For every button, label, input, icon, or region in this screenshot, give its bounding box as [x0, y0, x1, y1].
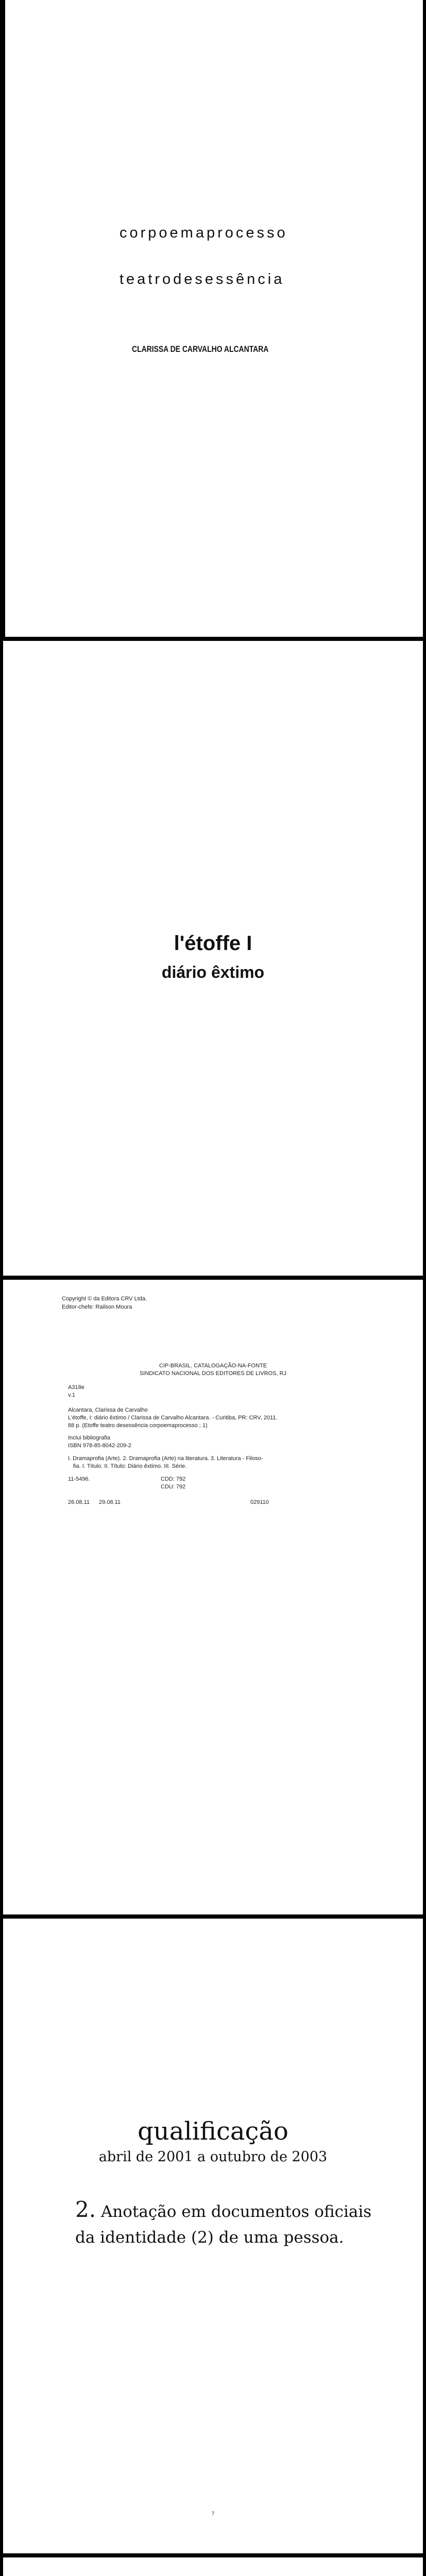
book-subtitle: diário êxtimo: [161, 963, 265, 981]
series-title-line-2: teatrodesessência: [120, 271, 285, 287]
entry-number: 2.: [75, 2197, 96, 2222]
subjects-line-1: I. Dramaprofia (Arte). 2. Dramaprofia (Arte) na literatura. 3. Literatura - Filoso-: [68, 1455, 263, 1462]
section-date-range: abril de 2001 a outubro de 2003: [98, 2149, 328, 2165]
entry-author: Alcantara, Clarissa de Carvalho: [68, 1407, 148, 1413]
record-code: 029110: [250, 1499, 269, 1505]
page-5-metadata: [0, 2555, 426, 2576]
author-name: CLARISSA DE CARVALHO ALCANTARA: [132, 344, 269, 354]
section-title: qualificação: [138, 2117, 288, 2146]
call-number-1: A318e: [68, 1384, 84, 1391]
page-4-qualificacao: [0, 1917, 426, 2555]
entry-text: [75, 2197, 395, 2250]
catalog-number: 11-5496.: [68, 1476, 90, 1482]
isbn: ISBN 978-85-8042-209-2: [68, 1443, 131, 1449]
call-number-2: v.1: [68, 1392, 75, 1398]
series-title-line-1: corpoemaprocesso: [120, 225, 288, 241]
entry-line-2: da identidade (2) de uma pessoa.: [75, 2228, 344, 2247]
cip-header-2: SINDICATO NACIONAL DOS EDITORES DE LIVROS, RJ: [139, 1370, 287, 1377]
entry-line-1: Anotação em documentos oficiais: [100, 2202, 372, 2221]
page-3-copyright: [0, 1278, 426, 1917]
entry-title: L'étoffe, I: diário êxtimo / Clarissa de Carvalho Alcantara. - Curitiba, PR: CRV, 2011.: [68, 1415, 278, 1421]
copyright-line: Copyright © da Editora CRV Ltda.: [62, 1296, 147, 1302]
entry-pages: 88 p. (Etoffe teatro desessência corpoemaprocesso ; 1): [68, 1422, 208, 1429]
page-1-half-title: [0, 0, 426, 639]
date-1: 26.08.11: [68, 1499, 90, 1505]
date-2: 29.08.11: [99, 1499, 121, 1505]
page-2-title: [0, 639, 426, 1278]
cip-header-1: CIP-BRASIL. CATALOGAÇÃO-NA-FONTE: [159, 1363, 267, 1369]
page-folio: 7: [211, 2511, 215, 2517]
book-title: l'étoffe I: [174, 932, 252, 955]
editor-line: Editor-chefe: Railson Moura: [62, 1304, 132, 1310]
cdd: CDD: 792: [161, 1476, 186, 1482]
subjects-line-2: fia. I. Título. II. Título: Diário êxtimo. III. Série.: [73, 1463, 187, 1469]
cdu: CDU: 792: [161, 1484, 186, 1490]
bibliography-note: Inclui bibliografia: [68, 1435, 110, 1441]
